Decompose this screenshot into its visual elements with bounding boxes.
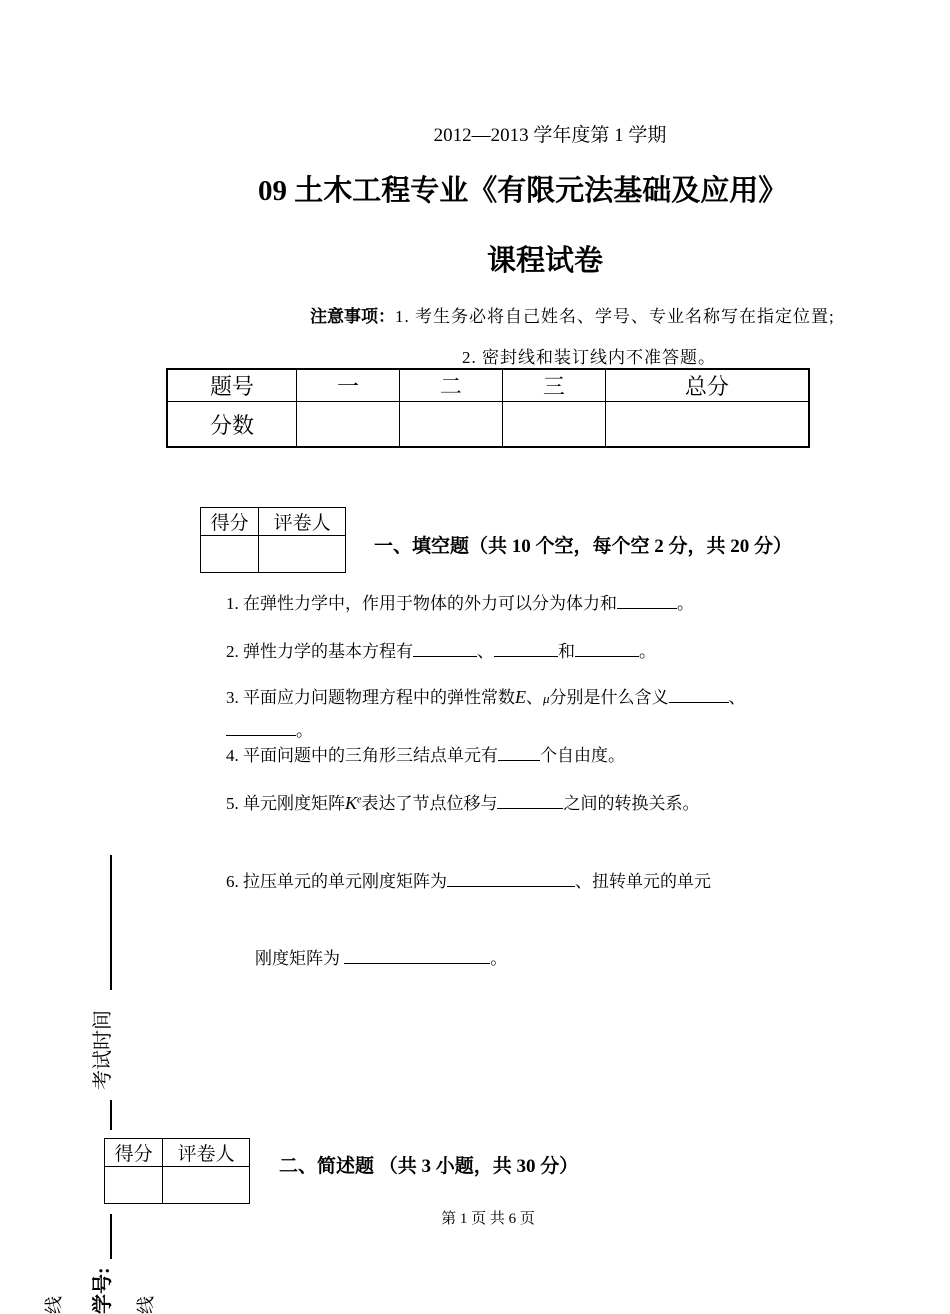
answer-blank bbox=[617, 594, 677, 609]
seal-line-char-left: 线 bbox=[44, 1296, 64, 1314]
grader-box-section2 bbox=[104, 1138, 250, 1204]
semester-line: 2012—2013 学年度第 1 学期 bbox=[433, 125, 667, 146]
notice-item-1: 注意事项：1. 考生务必将自己姓名、学号、专业名称写在指定位置; bbox=[310, 307, 835, 326]
symbol-mu: μ bbox=[543, 691, 550, 706]
section1-title: 一、填空题（共 10 个空，每个空 2 分，共 20 分） bbox=[374, 536, 793, 557]
symbol-E: E bbox=[515, 687, 526, 707]
exam-title: 09 土木工程专业《有限元法基础及应用》 bbox=[258, 175, 788, 207]
grader-score-cell bbox=[105, 1167, 163, 1204]
answer-blank bbox=[447, 872, 575, 887]
question-6-cont: 刚度矩阵为 。 bbox=[255, 949, 508, 968]
answer-blank bbox=[575, 642, 639, 657]
binding-line-upper bbox=[110, 855, 112, 990]
answer-blank bbox=[669, 688, 729, 703]
binding-line-mid bbox=[110, 1100, 112, 1130]
score-table-col-2: 二 bbox=[399, 369, 502, 402]
question-6: 6. 拉压单元的单元刚度矩阵为 、扭转单元的单元 bbox=[226, 872, 711, 891]
grader-score-label: 得分 bbox=[105, 1139, 163, 1167]
question-3: 3. 平面应力问题物理方程中的弹性常数E、μ分别是什么含义 、 bbox=[226, 687, 746, 707]
grader-name-cell bbox=[163, 1167, 250, 1204]
question-2: 2. 弹性力学的基本方程有 、 和 。 bbox=[226, 642, 656, 661]
symbol-K: K bbox=[345, 793, 358, 813]
exam-time-label: 考试时间 bbox=[92, 1010, 114, 1090]
notice-label: 注意事项： bbox=[310, 307, 395, 326]
page-footer: 第 1 页 共 6 页 bbox=[441, 1211, 535, 1227]
question-5: 5. 单元刚度矩阵$K^e$表达了节点位移与 之间的转换关系。 bbox=[226, 793, 700, 813]
symbol-K-superscript: e bbox=[357, 794, 362, 806]
score-table-score-label: 分数 bbox=[167, 402, 297, 448]
answer-blank bbox=[344, 949, 490, 964]
score-table-col-3: 三 bbox=[502, 369, 605, 402]
answer-blank bbox=[413, 642, 477, 657]
question-1: 1. 在弹性力学中，作用于物体的外力可以分为体力和 。 bbox=[226, 594, 694, 613]
grader-box-section1 bbox=[200, 507, 346, 573]
seal-line-char-right: 线 bbox=[136, 1296, 156, 1314]
grader-score-label: 得分 bbox=[201, 508, 259, 536]
score-cell bbox=[297, 402, 400, 448]
answer-blank bbox=[497, 794, 563, 809]
score-table-col-total: 总分 bbox=[605, 369, 809, 402]
answer-blank bbox=[494, 642, 558, 657]
answer-blank bbox=[226, 721, 296, 736]
notice-item-2: 2. 密封线和装订线内不准答题。 bbox=[462, 348, 716, 367]
grader-name-cell bbox=[259, 536, 346, 573]
student-id-label: 学号: bbox=[92, 1267, 114, 1314]
section2-title: 二、简述题 （共 3 小题，共 30 分） bbox=[279, 1156, 579, 1177]
grader-score-cell bbox=[201, 536, 259, 573]
exam-subtitle: 课程试卷 bbox=[487, 245, 604, 277]
score-cell bbox=[502, 402, 605, 448]
grader-name-label: 评卷人 bbox=[259, 508, 346, 536]
score-table bbox=[166, 368, 810, 448]
answer-blank bbox=[498, 746, 540, 761]
score-cell bbox=[605, 402, 809, 448]
question-3-cont: 。 bbox=[226, 716, 313, 741]
grader-name-label: 评卷人 bbox=[163, 1139, 250, 1167]
score-table-header-label: 题号 bbox=[167, 369, 297, 402]
score-cell bbox=[399, 402, 502, 448]
score-table-col-1: 一 bbox=[297, 369, 400, 402]
question-4: 4. 平面问题中的三角形三结点单元有 个自由度。 bbox=[226, 746, 625, 765]
binding-line-lower bbox=[110, 1214, 112, 1259]
